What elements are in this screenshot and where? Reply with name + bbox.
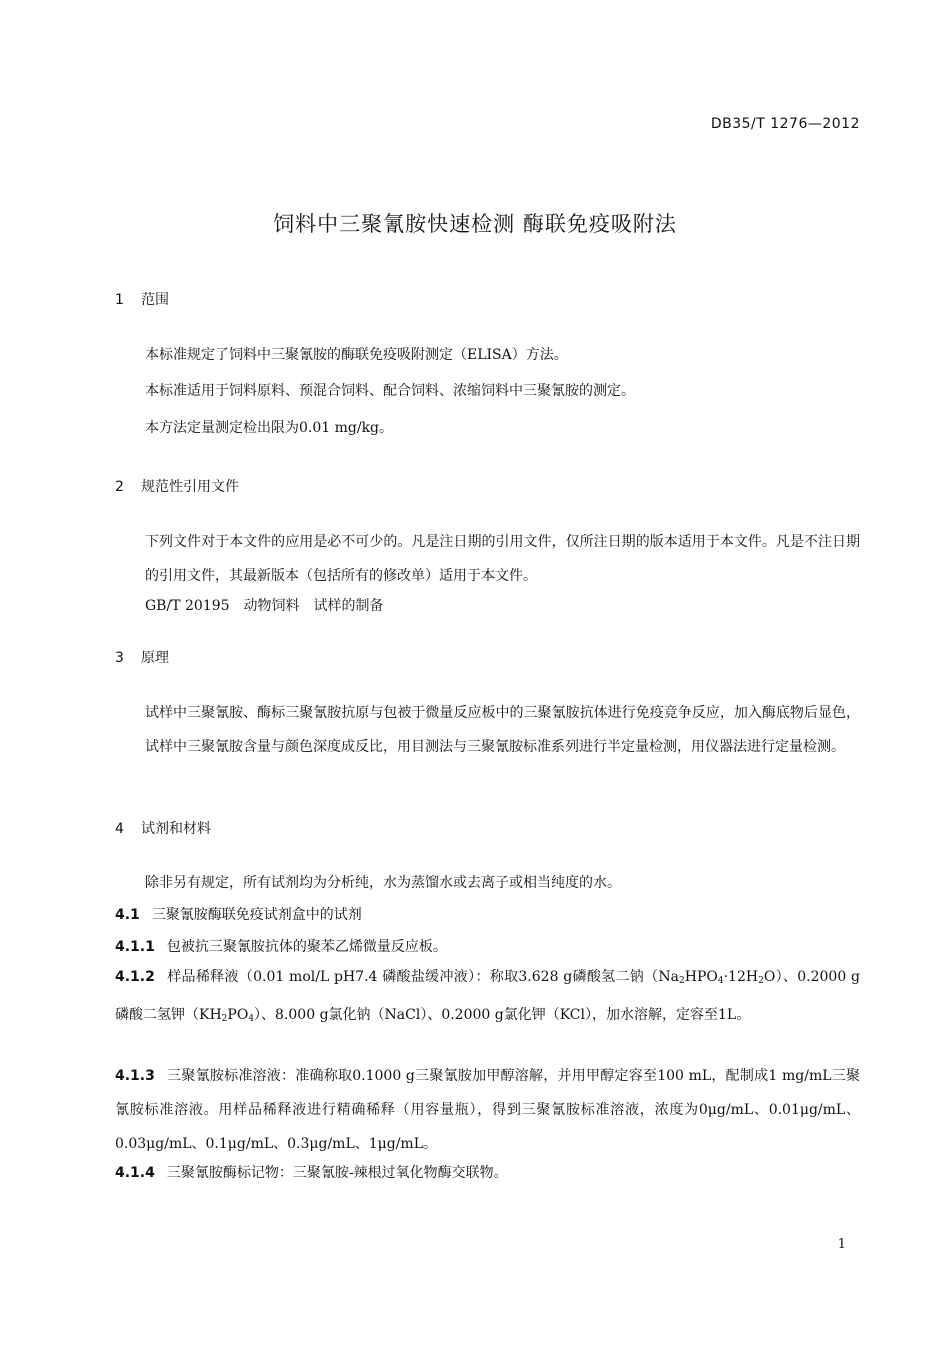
principle-text: 试样中三聚氰胺、酶标三聚氰胺抗原与包被于微量反应板中的三聚氰胺抗体进行免疫竞争反应，加入酶底物后显色，试样中三聚氰胺含量与颜色深度成反比，用目测法与三聚氰胺标准系列进行半定量检测，用仪器法进行定量检测。 (145, 705, 860, 755)
page-number: 1 (837, 1237, 846, 1252)
section-number: 1 (115, 292, 124, 308)
section-number: 3 (115, 650, 124, 666)
principle-paragraph (115, 696, 860, 764)
subscript: 2 (221, 1014, 228, 1024)
section-title: 原理 (141, 650, 169, 666)
document-title: 饲料中三聚氰胺快速检测 酶联免疫吸附法 (273, 212, 677, 236)
subscript: 4 (248, 1014, 255, 1024)
clause-number: 4.1.1 (115, 939, 155, 955)
subscript: 2 (758, 976, 764, 986)
clause-number: 4.1.2 (115, 969, 155, 985)
clause-number: 4.1.3 (115, 1068, 155, 1084)
scope-paragraph-3: 本方法定量测定检出限为0.01 mg/kg。 (145, 420, 394, 436)
clause-text: PO (227, 1007, 249, 1023)
standard-code: DB35/T 1276—2012 (710, 116, 860, 132)
clause-4-1 (115, 905, 362, 925)
section-2-heading (115, 476, 239, 496)
section-title: 规范性引用文件 (141, 479, 239, 495)
section-1-heading (115, 289, 169, 309)
section-number: 4 (115, 821, 124, 837)
clause-4-1-2 (115, 960, 860, 1036)
section-3-heading (115, 647, 169, 667)
clause-text: O）、0.2000 g磷酸二氢钾（KH (115, 969, 860, 1023)
clause-text: ）、8.000 g氯化钠（NaCl）、0.2000 g氯化钾（KCl），加水溶解，定容至1L。 (254, 1007, 751, 1023)
clause-4-1-4 (115, 1163, 508, 1183)
subscript: 2 (679, 976, 685, 986)
clause-number: 4.1 (115, 907, 140, 923)
reagents-intro: 除非另有规定，所有试剂均为分析纯，水为蒸馏水或去离子或相当纯度的水。 (145, 875, 621, 891)
section-title: 范围 (141, 292, 169, 308)
normative-paragraph (115, 525, 860, 593)
section-4-heading (115, 818, 211, 838)
clause-text: HPO (684, 969, 718, 985)
section-title: 试剂和材料 (141, 821, 211, 837)
subscript: 4 (717, 976, 724, 986)
clause-4-1-1 (115, 937, 447, 957)
section-number: 2 (115, 479, 124, 495)
scope-paragraph-2: 本标准适用于饲料原料、预混合饲料、配合饲料、浓缩饲料中三聚氰胺的测定。 (145, 383, 635, 399)
clause-text: 三聚氰胺酶联免疫试剂盒中的试剂 (151, 907, 362, 923)
clause-text: 三聚氰胺酶标记物：三聚氰胺-辣根过氧化物酶交联物。 (166, 1165, 508, 1181)
clause-4-1-3 (115, 1059, 860, 1161)
normative-text: 下列文件对于本文件的应用是必不可少的。凡是注日期的引用文件，仅所注日期的版本适用于本文件。凡是不注日期的引用文件，其最新版本（包括所有的修改单）适用于本文件。 (145, 534, 860, 584)
clause-number: 4.1.4 (115, 1165, 155, 1181)
clause-text: 包被抗三聚氰胺抗体的聚苯乙烯微量反应板。 (166, 939, 447, 955)
clause-text: 三聚氰胺标准溶液：准确称取0.1000 g三聚氰胺加甲醇溶解，并用甲醇定容至100 mL，配制成1 mg/mL三聚氰胺标准溶液。用样品稀释液进行精确稀释（用容量瓶），得到三聚氰胺标准溶液，浓度为0μg/mL、0.01μg/mL、0.03μg/mL、0.1μg/mL、0.3μg/mL、1μg/mL。 (115, 1068, 860, 1152)
scope-paragraph-1: 本标准规定了饲料中三聚氰胺的酶联免疫吸附测定（ELISA）方法。 (145, 347, 568, 363)
normative-reference: GB/T 20195 动物饲料 试样的制备 (145, 598, 384, 614)
clause-text: ·12H (723, 969, 759, 985)
clause-text: 样品稀释液（0.01 mol/L pH7.4 磷酸盐缓冲液）：称取3.628 g磷酸氢二钠（Na (166, 969, 680, 985)
